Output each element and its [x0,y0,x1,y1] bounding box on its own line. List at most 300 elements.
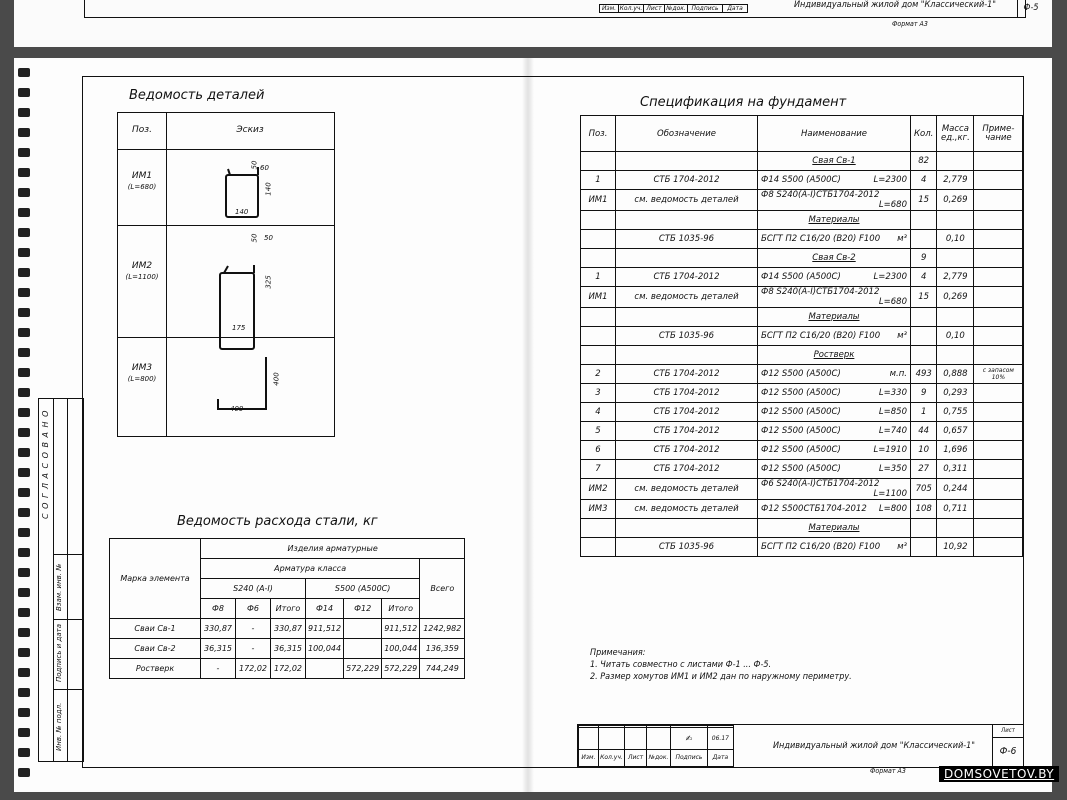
agreed-label: С О Г Л А С О В А Н О [41,409,50,519]
spec-note: с запасом 10% [974,365,1023,384]
spec-length: L=800 [878,504,907,514]
steel-total: 744,249 [420,659,465,679]
spec-name [758,479,911,500]
steel-cell: 330,87 [271,619,306,639]
prev-format: Формат А3 [892,20,928,28]
spec-row [581,365,1023,384]
spec-mass [937,249,974,268]
stamp-col: Лист [625,749,647,766]
spec-designation: СТБ 1704-2012 [616,365,758,384]
prev-stamp-table [599,4,748,13]
spec-pos [581,211,616,230]
spec-qty: 9 [911,384,937,403]
project-title: Индивидуальный жилой дом "Классический-1" [773,741,976,751]
spec-mass: 2,779 [937,268,974,287]
spec-name [758,384,911,403]
binding-hole [18,488,30,497]
binding-hole [18,228,30,237]
spec-name [758,538,911,557]
steel-subheader: Ф14 [306,599,344,619]
binding-hole [18,548,30,557]
spec-name [758,519,911,538]
spec-name [758,460,911,479]
spec-note [974,211,1023,230]
spec-designation: СТБ 1704-2012 [616,460,758,479]
spec-length: L=680 [878,297,907,307]
details-header-sketch: Эскиз [236,125,264,135]
spec-designation: СТБ 1704-2012 [616,171,758,190]
spec-length: L=850 [878,407,907,417]
spec-name [758,152,911,171]
spec-name [758,287,911,308]
spiral-binding [14,58,38,792]
steel-cell [344,639,382,659]
binding-hole [18,408,30,417]
spec-qty: 15 [911,190,937,211]
spec-row [581,403,1023,422]
spec-row [581,171,1023,190]
spec-length: м³ [897,331,907,341]
dim-label: 140 [264,182,273,196]
binding-hole [18,308,30,317]
spec-qty: 1 [911,403,937,422]
details-title: Ведомость деталей [129,88,265,103]
spec-designation: СТБ 1704-2012 [616,422,758,441]
notes-heading: Примечания: [590,648,646,658]
binding-hole [18,448,30,457]
spec-mass: 0,311 [937,460,974,479]
spec-designation: см. ведомость деталей [616,479,758,500]
sheet-number-cell [992,725,1023,767]
side-label-2: Инв. № подл. [55,702,63,751]
dim-label: 140 [235,208,249,216]
spec-title: Спецификация на фундамент [640,95,847,110]
spec-mass [937,152,974,171]
dim-label: 50 [250,233,259,243]
spec-name-text: Ф12 S500 (A500C) [761,388,841,398]
spec-name-text: Ф14 S500 (A500C) [761,175,841,185]
site-watermark[interactable]: DOMSOVETOV.BY [939,766,1059,782]
spec-name [758,441,911,460]
spec-designation [616,249,758,268]
spec-mass: 0,269 [937,287,974,308]
spec-name [758,190,911,211]
spec-name [758,249,911,268]
spec-header-mass: Масса ед.,кг. [937,116,974,152]
spec-note [974,287,1023,308]
stamp-col: №док. [647,749,671,766]
spec-name-text: БСГТ П2 С16/20 (В20) F100 [761,234,881,244]
spec-name-text: Ф8 S240(A-I)СТБ1704-2012 [761,287,880,297]
spec-note [974,190,1023,211]
steel-cell: 172,02 [236,659,271,679]
spec-mass: 0,657 [937,422,974,441]
spec-mass: 10,92 [937,538,974,557]
spec-pos: 5 [581,422,616,441]
spec-note [974,538,1023,557]
binding-hole [18,348,30,357]
spec-qty [911,211,937,230]
spec-name [758,308,911,327]
spec-row [581,230,1023,249]
steel-total: 136,359 [420,639,465,659]
spec-qty [911,327,937,346]
binding-hole [18,608,30,617]
spec-row [581,287,1023,308]
detail-pos: ИМ2 [131,261,153,271]
side-stamp [38,398,84,762]
steel-cell: 36,315 [271,639,306,659]
binding-hole [18,428,30,437]
spec-section-title: Свая Св-1 [812,156,856,166]
stamp-col: Лист [644,5,665,13]
spec-section-title: Ростверк [813,350,855,360]
spec-note [974,500,1023,519]
spec-pos: 2 [581,365,616,384]
spec-designation [616,211,758,230]
binding-hole [18,68,30,77]
spec-mass: 0,10 [937,230,974,249]
spec-pos: ИМ1 [581,190,616,211]
spec-name [758,403,911,422]
spec-pos [581,152,616,171]
binding-hole [18,688,30,697]
spec-name-text: Ф12 S500 (A500C) [761,464,841,474]
spec-header-qty: Кол. [911,116,937,152]
steel-cell: 100,044 [382,639,420,659]
spec-length: L=680 [878,200,907,210]
stamp-col: Кол.уч. [598,749,624,766]
steel-header-group: Изделия арматурные [201,539,465,559]
spec-pos [581,346,616,365]
spec-note [974,327,1023,346]
spec-mass: 2,779 [937,171,974,190]
steel-header-mark: Марка элемента [110,539,201,619]
spec-row [581,384,1023,403]
spec-name [758,268,911,287]
spec-name [758,327,911,346]
spec-qty [911,538,937,557]
spec-note [974,152,1023,171]
spec-note [974,171,1023,190]
spec-qty: 82 [911,152,937,171]
spec-length: L=350 [878,464,907,474]
detail-length: (L=680) [127,183,157,191]
binding-hole [18,168,30,177]
spec-length: м³ [897,542,907,552]
spec-qty: 10 [911,441,937,460]
spec-qty: 15 [911,287,937,308]
steel-row [110,619,465,639]
spec-length: м.п. [889,369,907,379]
spec-pos: ИМ1 [581,287,616,308]
spec-note [974,403,1023,422]
spec-name [758,230,911,249]
prev-sheet-code: Ф-5 [1017,0,1044,17]
spec-designation: см. ведомость деталей [616,287,758,308]
spec-pos: ИМ3 [581,500,616,519]
spec-name-text: Ф14 S500 (A500C) [761,272,841,282]
spec-note [974,479,1023,500]
binding-hole [18,708,30,717]
spec-name [758,365,911,384]
spec-qty: 9 [911,249,937,268]
spec-length: м³ [897,234,907,244]
spec-mass: 0,888 [937,365,974,384]
spec-mass: 0,711 [937,500,974,519]
spec-section-title: Материалы [808,523,860,533]
spec-name-text: Ф12 S500 (A500C) [761,445,841,455]
spec-length: L=2300 [873,272,907,282]
spec-qty: 493 [911,365,937,384]
steel-cell: - [201,659,236,679]
side-label-0: Взам. инв. № [55,563,63,611]
spec-header-name: Наименование [758,116,911,152]
spec-section-title: Материалы [808,312,860,322]
spec-section-title: Материалы [808,215,860,225]
binding-hole [18,148,30,157]
spec-row [581,441,1023,460]
spec-pos: ИМ2 [581,479,616,500]
spec-pos [581,249,616,268]
spec-row [581,538,1023,557]
spec-mass: 1,696 [937,441,974,460]
binding-hole [18,368,30,377]
spec-note [974,460,1023,479]
binding-hole [18,268,30,277]
detail-pos: ИМ3 [131,363,153,373]
spec-designation: см. ведомость деталей [616,500,758,519]
spec-row [581,249,1023,268]
spec-designation [616,519,758,538]
spec-qty: 108 [911,500,937,519]
spec-mass: 0,293 [937,384,974,403]
spec-name-text: Ф6 S240(A-I)СТБ1704-2012 [761,479,880,489]
spec-note [974,308,1023,327]
spec-length: L=1100 [873,489,907,499]
detail-pos: ИМ1 [131,171,153,181]
stamp-col: Дата [723,5,748,13]
spec-row [581,268,1023,287]
binding-hole [18,588,30,597]
dim-label: 400 [230,405,244,413]
steel-row [110,639,465,659]
steel-cell: 572,229 [382,659,420,679]
steel-mark: Сваи Св-2 [110,639,201,659]
spec-qty: 705 [911,479,937,500]
binding-hole [18,208,30,217]
binding-hole [18,388,30,397]
spec-qty [911,346,937,365]
spec-table [580,115,1023,557]
spec-pos [581,327,616,346]
binding-hole [18,668,30,677]
spec-row [581,422,1023,441]
sheet-code: Ф-6 [999,746,1017,757]
binding-hole [18,768,30,777]
spec-row [581,327,1023,346]
binding-hole [18,728,30,737]
spec-length: L=330 [878,388,907,398]
binding-hole [18,88,30,97]
dim-label: 50 [250,160,259,170]
spec-name-text: Ф12 S500 (A500C) [761,407,841,417]
detail-length: (L=1100) [125,273,159,281]
spec-header-designation: Обозначение [616,116,758,152]
title-block-table: ✍ 06.17 Изм. Кол.уч. Лист №док. Подпись Дата [578,725,734,767]
note-item: 1. Читать совместно с листами Ф-1 ... Ф-5. [590,660,772,670]
spec-name-text: Ф12 S500СТБ1704-2012 [761,504,867,514]
steel-table [109,538,465,679]
previous-sheet [14,0,1052,47]
spec-qty: 4 [911,171,937,190]
stamp-col: Кол.уч. [619,5,643,12]
steel-cell [344,619,382,639]
binding-hole [18,248,30,257]
details-header-pos: Поз. [132,125,152,135]
spec-note [974,230,1023,249]
spec-mass: 0,755 [937,403,974,422]
spec-header-pos: Поз. [581,116,616,152]
stamp-col: Дата [707,749,733,766]
steel-cell: - [236,639,271,659]
binding-hole [18,188,30,197]
spec-row [581,152,1023,171]
sheet-label: Лист [993,725,1023,738]
spec-name-text: БСГТ П2 С16/20 (В20) F100 [761,331,881,341]
steel-title: Ведомость расхода стали, кг [177,514,378,529]
spec-pos: 7 [581,460,616,479]
stamp-date: 06.17 [707,728,733,750]
spec-mass: 0,244 [937,479,974,500]
steel-subheader: Ф12 [344,599,382,619]
spec-mass [937,346,974,365]
spec-pos: 1 [581,171,616,190]
spec-pos [581,230,616,249]
dim-label: 60 [260,164,269,172]
spec-designation: СТБ 1035-96 [616,327,758,346]
steel-header-s500: S500 (A500C) [306,579,420,599]
spec-note [974,249,1023,268]
steel-subheader: Ф6 [236,599,271,619]
spec-designation: СТБ 1704-2012 [616,268,758,287]
spec-mass [937,308,974,327]
spec-pos [581,308,616,327]
title-block [577,724,1023,767]
spec-mass: 0,269 [937,190,974,211]
spec-row [581,190,1023,211]
binding-hole [18,128,30,137]
binding-hole [18,468,30,477]
spec-note [974,384,1023,403]
spec-qty [911,230,937,249]
spec-length: L=740 [878,426,907,436]
spec-row [581,308,1023,327]
spec-length: L=1910 [873,445,907,455]
binding-hole [18,568,30,577]
spec-mass [937,519,974,538]
steel-header-s240: S240 (A-I) [201,579,306,599]
spec-row [581,500,1023,519]
spec-note [974,346,1023,365]
spec-pos: 6 [581,441,616,460]
steel-cell: 911,512 [382,619,420,639]
steel-cell: 36,315 [201,639,236,659]
spec-designation [616,308,758,327]
spec-pos: 3 [581,384,616,403]
binding-hole [18,288,30,297]
spec-name [758,346,911,365]
spec-row [581,519,1023,538]
prev-project-title: Индивидуальный жилой дом "Классический-1" [794,0,997,10]
binding-hole [18,628,30,637]
spec-header-note: Приме-чание [974,116,1023,152]
steel-total: 1242,982 [420,619,465,639]
spec-pos: 4 [581,403,616,422]
dim-label: 175 [232,324,246,332]
steel-mark: Ростверк [110,659,201,679]
spec-name-text: БСГТ П2 С16/20 (В20) F100 [761,542,881,552]
spec-note [974,519,1023,538]
details-table [117,112,335,437]
steel-cell: 911,512 [306,619,344,639]
spec-name [758,500,911,519]
stamp-col: №док. [666,5,686,12]
binding-hole [18,508,30,517]
spec-name-text: Ф12 S500 (A500C) [761,426,841,436]
steel-cell: 330,87 [201,619,236,639]
spec-qty [911,519,937,538]
spec-name [758,211,911,230]
binding-hole [18,328,30,337]
spec-designation: СТБ 1704-2012 [616,403,758,422]
stamp-col: Подпись [671,749,708,766]
spec-designation: СТБ 1704-2012 [616,441,758,460]
spec-note [974,422,1023,441]
spec-row [581,479,1023,500]
steel-subheader: Ф8 [201,599,236,619]
spec-designation: СТБ 1035-96 [616,230,758,249]
spec-note [974,441,1023,460]
dim-label: 325 [264,275,273,289]
spec-row [581,460,1023,479]
spec-pos [581,538,616,557]
spec-mass: 0,10 [937,327,974,346]
steel-cell: - [236,619,271,639]
spec-pos [581,519,616,538]
dim-label: 400 [272,372,281,386]
format-label: Формат А3 [870,767,906,775]
spec-name-text: Ф8 S240(A-I)СТБ1704-2012 [761,190,880,200]
steel-subheader: Итого [271,599,306,619]
spec-name [758,171,911,190]
spec-qty: 44 [911,422,937,441]
spec-qty [911,308,937,327]
binding-hole [18,108,30,117]
side-label-1: Подпись и дата [55,624,63,682]
steel-cell [306,659,344,679]
steel-header-total: Всего [420,559,465,619]
stamp-col: Подпись [688,5,723,13]
spec-length: L=2300 [873,175,907,185]
spec-designation [616,346,758,365]
detail-length: (L=800) [127,375,157,383]
stamp-col: Изм. [579,749,599,766]
spec-designation [616,152,758,171]
steel-subheader: Итого [382,599,420,619]
spec-designation: СТБ 1035-96 [616,538,758,557]
binding-hole [18,648,30,657]
